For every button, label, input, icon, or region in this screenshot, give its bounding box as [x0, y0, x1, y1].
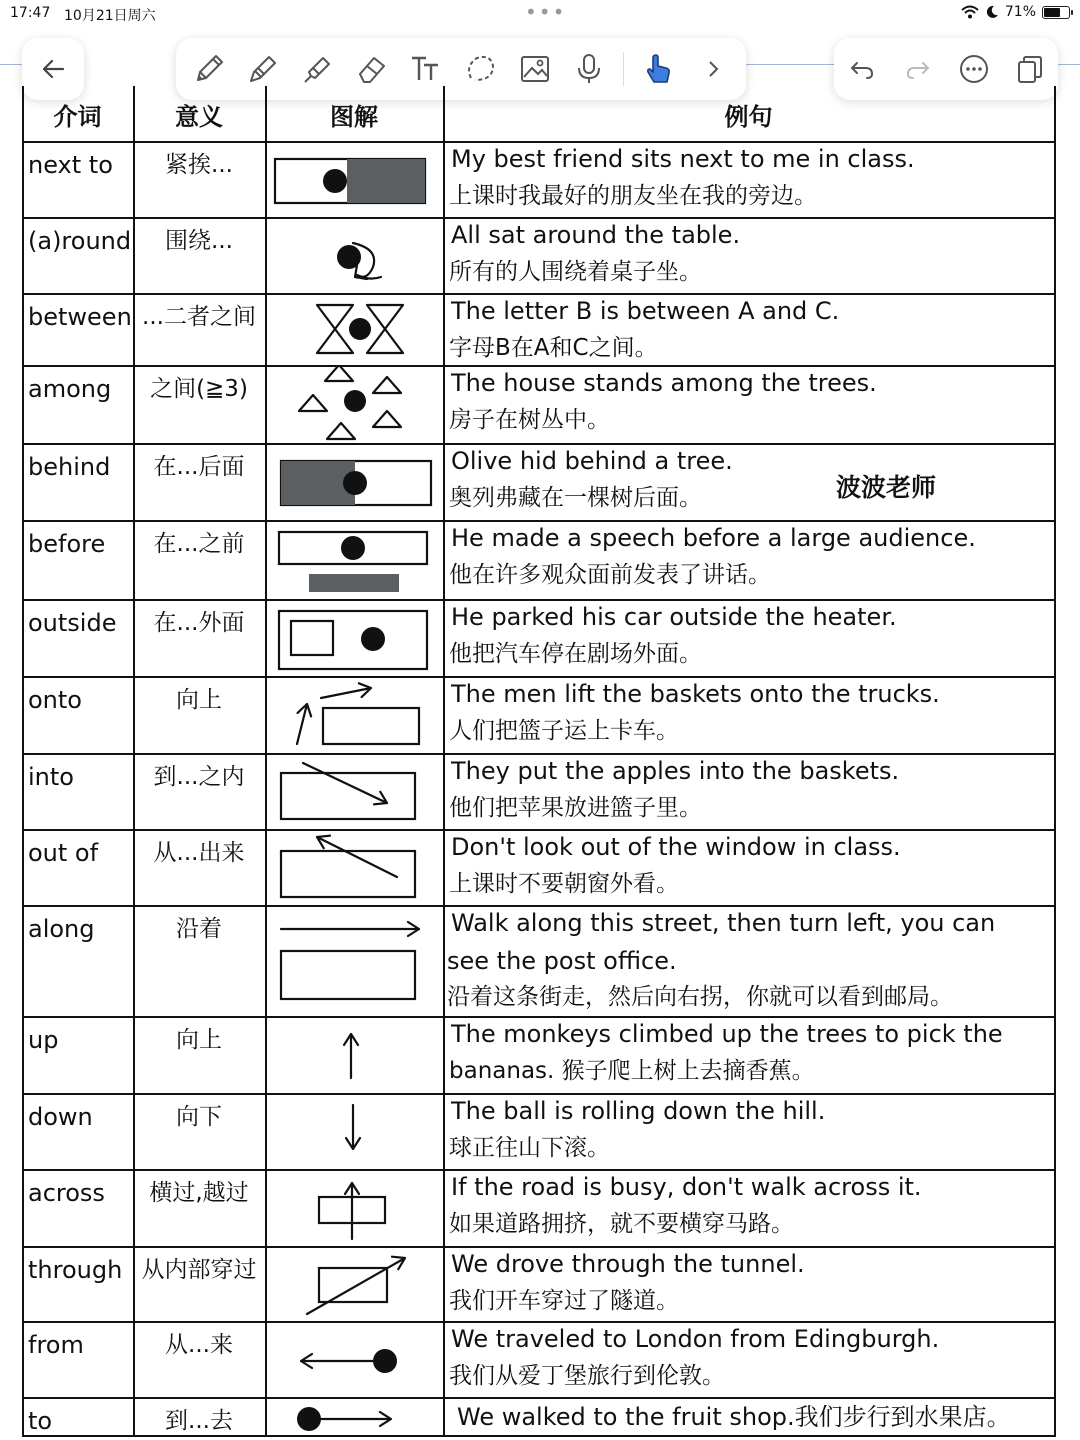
table-row-divider [22, 520, 1056, 522]
meaning-cell: 围绕... [165, 228, 233, 254]
example-chinese: 球正往山下滚。 [449, 1135, 610, 1161]
image-tool-button[interactable] [515, 49, 555, 89]
example-english: The letter B is between A and C. [451, 297, 840, 325]
meaning-cell: 向下 [176, 1104, 222, 1130]
eraser-icon [355, 52, 389, 86]
example-chinese: 上课时不要朝窗外看。 [449, 871, 679, 897]
microphone-icon [572, 52, 606, 86]
meaning-cell: 到...之内 [153, 764, 245, 790]
meaning-cell: 之间(≧3) [150, 376, 248, 402]
example-chinese: 字母B在A和C之间。 [449, 335, 658, 361]
eraser-tool-button[interactable] [352, 49, 392, 89]
example-english: We drove through the tunnel. [451, 1250, 805, 1278]
example-chinese: 我们开车穿过了隧道。 [449, 1288, 679, 1314]
meaning-cell: 从...来 [165, 1332, 233, 1358]
more-tools-button[interactable] [693, 49, 733, 89]
diagram-among [269, 367, 441, 443]
highlighter-tool-button[interactable] [298, 49, 338, 89]
page-guide-line [1058, 64, 1080, 65]
table-row-divider [22, 1016, 1056, 1018]
table-row-divider [22, 141, 1056, 143]
page-guide-line [0, 64, 22, 65]
status-time: 17:47 [10, 5, 51, 21]
preposition-cell: to [28, 1407, 53, 1435]
lasso-tool-button[interactable] [460, 49, 500, 89]
meaning-cell: 从...出来 [153, 840, 245, 866]
pen-icon [246, 52, 280, 86]
table-column-divider [22, 86, 24, 1436]
status-right [961, 4, 1070, 20]
header-preposition: 介词 [53, 103, 102, 131]
touch-tool-button[interactable] [639, 49, 679, 89]
example-english: We traveled to London from Edingburgh. [451, 1325, 940, 1353]
example-english: We walked to the fruit shop.我们步行到水果店。 [457, 1403, 1011, 1431]
diagram-before [269, 522, 441, 599]
diagram-through [269, 1248, 441, 1321]
diagram-down [269, 1095, 441, 1169]
example-english: He parked his car outside the heater. [451, 603, 897, 631]
preposition-cell: before [28, 530, 106, 558]
preposition-cell: behind [28, 453, 111, 481]
toolbar-separator [623, 52, 624, 86]
lasso-icon [463, 52, 497, 86]
pencil-icon [192, 52, 226, 86]
table-row-divider [22, 1169, 1056, 1171]
preposition-cell: across [28, 1179, 105, 1207]
table-row-divider [22, 599, 1056, 601]
page-guide-line [746, 64, 834, 65]
diagram-between [269, 295, 441, 365]
table-row-divider [22, 829, 1056, 831]
redo-icon [904, 55, 932, 83]
header-diagram: 图解 [330, 103, 378, 131]
touch-hand-icon [642, 52, 676, 86]
pages-button[interactable] [1010, 49, 1050, 89]
table-row-divider [22, 1093, 1056, 1095]
moon-icon [985, 5, 999, 19]
example-english: The house stands among the trees. [451, 369, 877, 397]
example-english: My best friend sits next to me in class. [451, 145, 915, 173]
battery-icon [1042, 6, 1070, 19]
undo-icon [848, 55, 876, 83]
table-column-divider [1054, 86, 1056, 1436]
image-icon [518, 52, 552, 86]
pen-tool-button[interactable] [243, 49, 283, 89]
preposition-cell: up [28, 1026, 59, 1054]
example-english: All sat around the table. [451, 221, 741, 249]
preposition-cell: among [28, 375, 112, 403]
chevron-right-icon [701, 57, 725, 81]
example-chinese: 他们把苹果放进篮子里。 [449, 795, 702, 821]
back-button[interactable] [33, 49, 73, 89]
pencil-tool-button[interactable] [189, 49, 229, 89]
preposition-cell: onto [28, 686, 82, 714]
example-chinese: 他把汽车停在剧场外面。 [449, 641, 702, 667]
meaning-cell: 沿着 [176, 916, 222, 942]
preposition-cell: from [28, 1331, 84, 1359]
header-example: 例句 [724, 103, 773, 131]
meaning-cell: 紧挨... [165, 152, 233, 178]
example-chinese: 奥列弗藏在一棵树后面。 [449, 485, 702, 511]
table-row-divider [22, 676, 1056, 678]
meaning-cell: 在...外面 [153, 610, 245, 636]
diagram-up [269, 1018, 441, 1093]
meaning-cell: ...二者之间 [142, 304, 256, 330]
wifi-icon [961, 5, 979, 19]
table-row-divider [22, 1321, 1056, 1323]
example-chinese: 房子在树丛中。 [449, 407, 610, 433]
multitasking-dots-icon[interactable]: ••• [525, 0, 567, 24]
watermark-text: 波波老师 [836, 473, 937, 502]
meaning-cell: 在...之前 [153, 531, 245, 557]
example-english: If the road is busy, don't walk across it. [451, 1173, 922, 1201]
example-chinese: 沿着这条街走，然后向右拐，你就可以看到邮局。 [447, 984, 953, 1010]
diagram-along [269, 907, 441, 1016]
example-english-cont: see the post office. [447, 947, 677, 975]
arrow-left-icon [39, 55, 67, 83]
example-english: They put the apples into the baskets. [451, 757, 900, 785]
meaning-cell: 到...去 [165, 1408, 233, 1434]
example-chinese: 他在许多观众面前发表了讲话。 [449, 562, 771, 588]
diagram-across [269, 1171, 441, 1246]
header-meaning: 意义 [175, 103, 223, 131]
example-chinese: 如果道路拥挤，就不要横穿马路。 [449, 1211, 794, 1237]
text-tool-icon [409, 52, 443, 86]
table-column-divider [443, 86, 445, 1436]
example-english: He made a speech before a large audience. [451, 524, 976, 552]
diagram-behind [269, 445, 441, 520]
diagram-into [269, 755, 441, 829]
meaning-cell: 在...后面 [153, 454, 245, 480]
example-chinese: 人们把篮子运上卡车。 [449, 718, 679, 744]
diagram-outside [269, 601, 441, 676]
preposition-cell: through [28, 1256, 123, 1284]
diagram-onto [269, 678, 441, 753]
example-chinese: bananas. 猴子爬上树上去摘香蕉。 [449, 1058, 815, 1084]
table-row-divider [22, 753, 1056, 755]
preposition-cell: between [28, 303, 132, 331]
example-english: Don't look out of the window in class. [451, 833, 901, 861]
more-button[interactable] [954, 49, 994, 89]
table-row-divider [22, 1246, 1056, 1248]
meaning-cell: 向上 [176, 687, 222, 713]
voice-tool-button[interactable] [569, 49, 609, 89]
redo-button[interactable] [898, 49, 938, 89]
battery-percent: 71% [1004, 4, 1036, 20]
status-bar [0, 0, 1080, 28]
diagram-around [269, 219, 441, 293]
more-icon [958, 53, 990, 85]
preposition-cell: next to [28, 151, 113, 179]
example-chinese: 我们从爱丁堡旅行到伦敦。 [449, 1363, 725, 1389]
table-column-divider [133, 86, 135, 1436]
example-chinese: 上课时我最好的朋友坐在我的旁边。 [449, 183, 817, 209]
table-row-divider [22, 217, 1056, 219]
example-english: The monkeys climbed up the trees to pick the [451, 1020, 1003, 1048]
table-row-divider [22, 1397, 1056, 1399]
diagram-from [269, 1323, 441, 1397]
undo-button[interactable] [842, 49, 882, 89]
example-english: Olive hid behind a tree. [451, 447, 733, 475]
preposition-table [22, 86, 1056, 1436]
pages-icon [1015, 54, 1045, 84]
preposition-cell: outside [28, 609, 117, 637]
diagram-out-of [269, 831, 441, 905]
meaning-cell: 横过,越过 [149, 1180, 249, 1206]
table-row-divider [22, 443, 1056, 445]
diagram-to [269, 1399, 441, 1435]
example-english: Walk along this street, then turn left, you can [451, 909, 996, 937]
table-row-divider [22, 365, 1056, 367]
text-tool-button[interactable] [406, 49, 446, 89]
example-english: The men lift the baskets onto the trucks. [451, 680, 940, 708]
preposition-cell: out of [28, 839, 99, 867]
meaning-cell: 向上 [176, 1027, 222, 1053]
table-row-divider [22, 905, 1056, 907]
example-chinese: 所有的人围绕着桌子坐。 [449, 259, 702, 285]
example-english: The ball is rolling down the hill. [451, 1097, 826, 1125]
preposition-cell: into [28, 763, 74, 791]
table-column-divider [265, 86, 267, 1436]
preposition-cell: down [28, 1103, 93, 1131]
preposition-cell: (a)round [28, 227, 132, 255]
highlighter-icon [301, 52, 335, 86]
diagram-next-to [269, 143, 441, 217]
preposition-cell: along [28, 915, 95, 943]
status-date: 10月21日周六 [64, 8, 156, 24]
meaning-cell: 从内部穿过 [141, 1257, 257, 1283]
table-row-divider [22, 293, 1056, 295]
